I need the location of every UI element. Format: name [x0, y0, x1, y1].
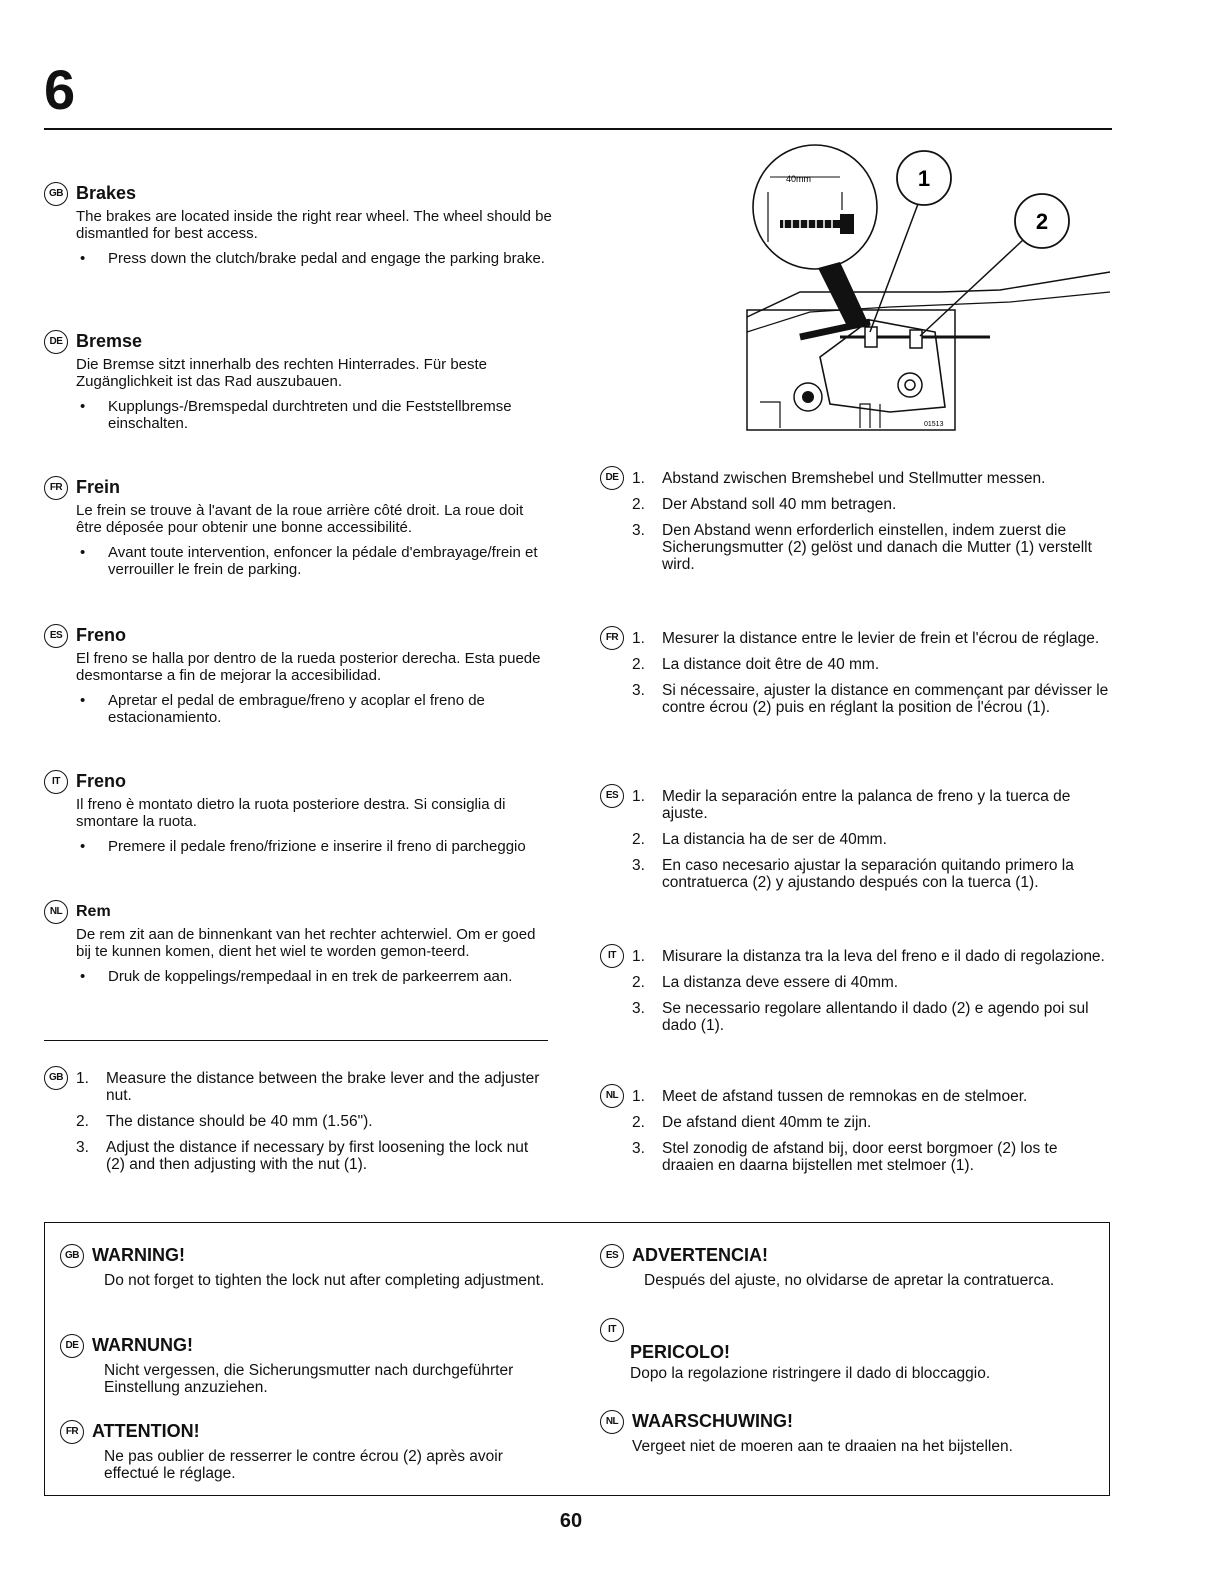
- warning-text: Do not forget to tighten the lock nut after completing adjustment.: [104, 1272, 545, 1289]
- section-text: El freno se halla por dentro de la rueda posterior derecha. Esta puede desmontarse a fin de mejorar la accesibilidad.: [76, 650, 541, 685]
- step-item: 1. Abstand zwischen Bremshebel und Stellmutter messen.: [632, 470, 1046, 487]
- step-item: 1. Medir la separación entre la palanca de freno y la tuerca de ajuste.: [632, 788, 1071, 822]
- section-text: Le frein se trouve à l'avant de la roue arrière côté droit. La roue doit être déposée pour obtenir une bonne accessibilité.: [76, 502, 524, 537]
- warning-es: [600, 1244, 1094, 1289]
- warning-text: Ne pas oublier de resserrer le contre écrou (2) après avoir effectué le réglage.: [104, 1448, 503, 1482]
- section-text: De rem zit aan de binnenkant van het rechter achterwiel. Om er goed bij te kunnen komen, dient het wiel te worden gemon-teerd.: [76, 926, 536, 960]
- section-it: [44, 770, 552, 855]
- step-item: 3. Si nécessaire, ajuster la distance en commençant par dévisser le contre écrou (2) puis en réglant la position de l'écrou (1).: [632, 682, 1109, 716]
- step-item: 2. La distance doit être de 40 mm.: [632, 656, 880, 673]
- language-badge: IT: [600, 1318, 624, 1342]
- brake-adjustment-figure: [740, 142, 1120, 442]
- language-badge: ES: [600, 1244, 624, 1268]
- section-bullet: • Premere il pedale freno/frizione e inserire il freno di parcheggio: [108, 838, 552, 855]
- section-de: [44, 330, 552, 432]
- section-text: Il freno è montato dietro la ruota posteriore destra. Si consiglia di smontare la ruota.: [76, 796, 506, 831]
- step-item: 2. La distancia ha de ser de 40mm.: [632, 831, 887, 848]
- section-fr: [44, 476, 552, 578]
- section-title: Brakes: [76, 183, 137, 203]
- language-badge: FR: [60, 1420, 84, 1444]
- page-number: 60: [559, 1510, 583, 1532]
- language-badge: DE: [600, 466, 624, 490]
- steps-gb: [44, 1070, 548, 1182]
- warning-gb: [60, 1244, 546, 1289]
- warning-it: [600, 1318, 1094, 1382]
- section-bullet: • Apretar el pedal de embrague/freno y acoplar el freno de estacionamiento.: [108, 692, 552, 726]
- section-es: [44, 624, 552, 726]
- step-item: 3. Den Abstand wenn erforderlich einstellen, indem zuerst die Sicherungsmutter (2) gelöst und danach die Mutter (1) verstellt wird.: [632, 522, 1092, 573]
- warning-text: Vergeet niet de moeren aan te draaien na het bijstellen.: [632, 1438, 1013, 1455]
- step-item: 3. Se necessario regolare allentando il dado (2) e agendo poi sul dado (1).: [632, 1000, 1089, 1034]
- measure-label: 40mm: [786, 174, 812, 184]
- warning-title: ADVERTENCIA!: [632, 1244, 769, 1265]
- warning-title: PERICOLO!: [630, 1342, 731, 1362]
- step-item: 1. Measure the distance between the brake lever and the adjuster nut.: [76, 1070, 540, 1104]
- step-item: 3. En caso necesario ajustar la separación quitando primero la contratuerca (2) y ajustando después con la tuerca (1).: [632, 857, 1074, 891]
- chapter-number: 6: [44, 58, 76, 121]
- warning-title: ATTENTION!: [92, 1420, 200, 1441]
- warning-title: WAARSCHUWING!: [632, 1410, 793, 1431]
- warning-text: Después del ajuste, no olvidarse de apretar la contratuerca.: [644, 1272, 1055, 1289]
- figure-code: 01513: [924, 421, 944, 428]
- language-badge: FR: [600, 626, 624, 650]
- warning-nl: [600, 1410, 1094, 1455]
- language-badge: GB: [60, 1244, 84, 1268]
- step-item: 3. Stel zonodig de afstand bij, door eerst borgmoer (2) los te draaien en daarna bijstellen met stelmoer (1).: [632, 1140, 1058, 1174]
- language-badge: GB: [44, 182, 68, 206]
- warning-title: WARNUNG!: [92, 1334, 193, 1355]
- section-title: Bremse: [76, 331, 143, 351]
- step-item: 2. La distanza deve essere di 40mm.: [632, 974, 899, 991]
- language-badge: DE: [60, 1334, 84, 1358]
- section-bullet: • Kupplungs-/Bremspedal durchtreten und die Feststellbremse einschalten.: [108, 398, 552, 432]
- language-badge: IT: [600, 944, 624, 968]
- step-item: 2. The distance should be 40 mm (1.56").: [76, 1113, 373, 1130]
- section-bullet: • Press down the clutch/brake pedal and engage the parking brake.: [108, 250, 552, 267]
- language-badge: FR: [44, 476, 68, 500]
- section-title: Freno: [76, 771, 127, 791]
- steps-it: [600, 948, 1110, 1043]
- section-gb: [44, 182, 552, 267]
- section-title: Frein: [76, 477, 121, 497]
- section-text: The brakes are located inside the right rear wheel. The wheel should be dismantled for best access.: [76, 208, 552, 243]
- section-bullet: • Druk de koppelings/rempedaal in en trek de parkeerrem aan.: [108, 968, 552, 985]
- language-badge: DE: [44, 330, 68, 354]
- top-rule: [44, 128, 1112, 130]
- language-badge: GB: [44, 1066, 68, 1090]
- section-nl: [44, 900, 552, 985]
- steps-de: [600, 470, 1110, 582]
- steps-es: [600, 788, 1110, 900]
- callout-2: 2: [1035, 209, 1049, 234]
- steps-nl: [600, 1088, 1110, 1183]
- step-item: 1. Mesurer la distance entre le levier de frein et l'écrou de réglage.: [632, 630, 1100, 647]
- section-divider: [44, 1040, 548, 1041]
- language-badge: IT: [44, 770, 68, 794]
- callout-1: 1: [917, 166, 931, 191]
- step-item: 3. Adjust the distance if necessary by first loosening the lock nut (2) and then adjusting with the nut (1).: [76, 1139, 529, 1173]
- warning-text: Nicht vergessen, die Sicherungsmutter nach durchgeführter Einstellung anzuziehen.: [104, 1362, 514, 1396]
- warning-text: Dopo la regolazione ristringere il dado di bloccaggio.: [630, 1365, 991, 1382]
- language-badge: ES: [600, 784, 624, 808]
- section-title: Rem: [76, 903, 111, 921]
- step-item: 2. Der Abstand soll 40 mm betragen.: [632, 496, 897, 513]
- section-title: Freno: [76, 625, 127, 645]
- step-item: 1. Meet de afstand tussen de remnokas en de stelmoer.: [632, 1088, 1028, 1105]
- steps-fr: [600, 630, 1110, 725]
- warning-fr: [60, 1420, 546, 1482]
- warning-de: [60, 1334, 546, 1396]
- section-bullet: • Avant toute intervention, enfoncer la pédale d'embrayage/frein et verrouiller le frein de parking.: [108, 544, 552, 578]
- step-item: 1. Misurare la distanza tra la leva del freno e il dado di regolazione.: [632, 948, 1105, 965]
- warning-title: WARNING!: [92, 1244, 185, 1265]
- language-badge: NL: [600, 1410, 624, 1434]
- language-badge: ES: [44, 624, 68, 648]
- language-badge: NL: [600, 1084, 624, 1108]
- section-text: Die Bremse sitzt innerhalb des rechten Hinterrades. Für beste Zugänglichkeit ist das Rad auszubauen.: [76, 356, 488, 391]
- language-badge: NL: [44, 900, 68, 924]
- step-item: 2. De afstand dient 40mm te zijn.: [632, 1114, 872, 1131]
